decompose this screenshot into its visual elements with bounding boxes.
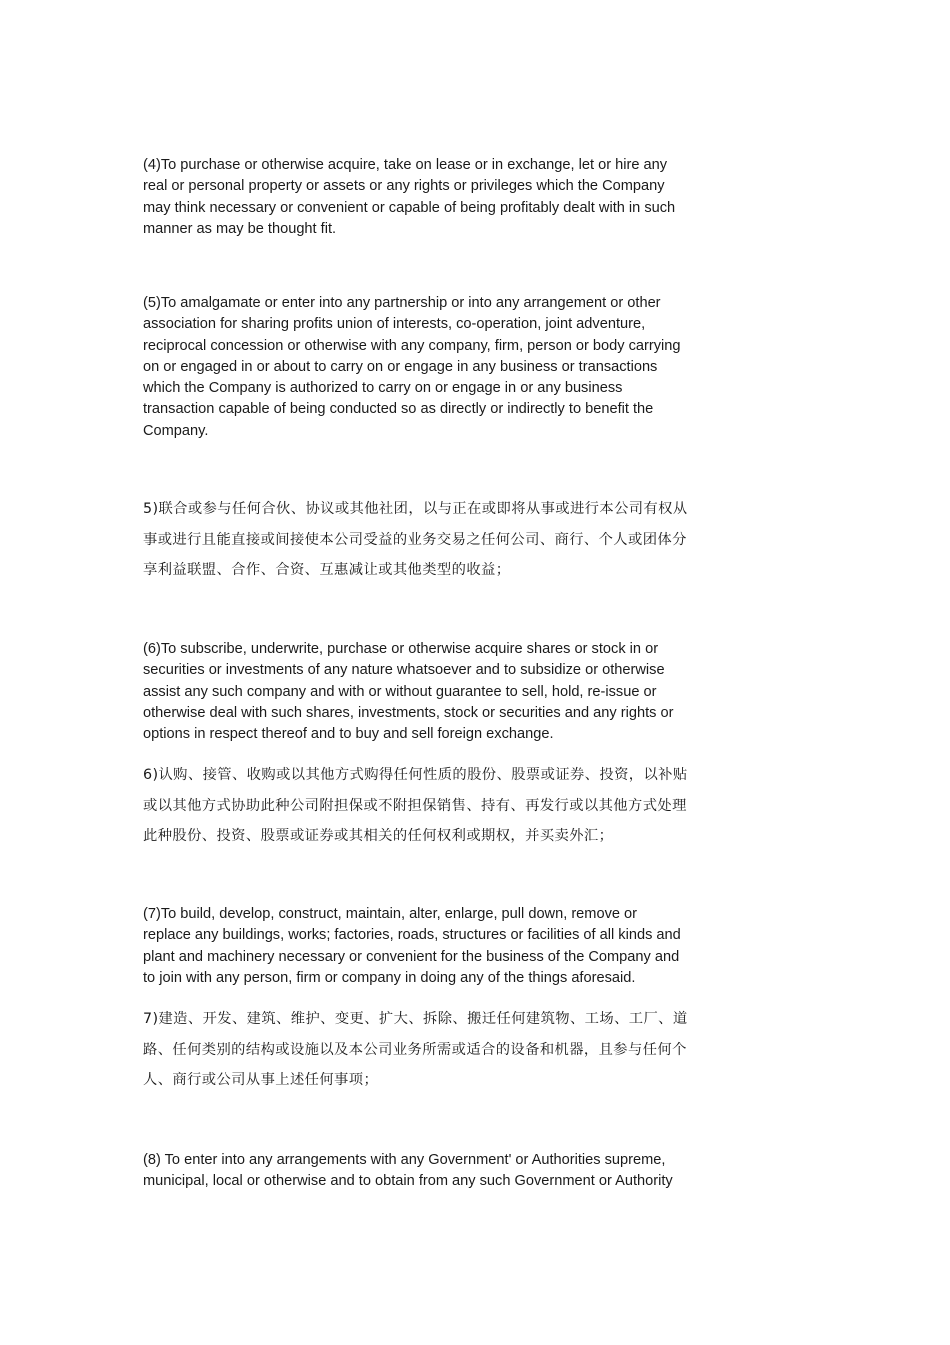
- text-line: 6)认购、接管、收购或以其他方式购得任何性质的股份、股票或证券、投资，以补贴: [143, 767, 688, 783]
- text-line: Company.: [143, 422, 209, 439]
- text-line: reciprocal concession or otherwise with any company, firm, person or body carrying: [143, 337, 681, 354]
- text-line: which the Company is authorized to carry on or engage in or any business: [143, 380, 623, 397]
- text-line: may think necessary or convenient or capable of being profitably dealt with in such: [143, 199, 676, 216]
- text-line: otherwise deal with such shares, investments, stock or securities and any rights or: [143, 704, 674, 721]
- text-line: plant and machinery necessary or convenient for the business of the Company and: [143, 948, 680, 965]
- text-line: (4)To purchase or otherwise acquire, take on lease or in exchange, let or hire any: [143, 157, 668, 173]
- text-line: transaction capable of being conducted so as directly or indirectly to benefit the: [143, 401, 654, 418]
- text-line: (7)To build, develop, construct, maintain, alter, enlarge, pull down, remove or: [143, 906, 638, 922]
- clause-5-zh: [143, 494, 743, 586]
- text-line: 5)联合或参与任何合伙、协议或其他社团，以与正在或即将从事或进行本公司有权从: [143, 501, 688, 517]
- clause-6-zh: [143, 760, 743, 852]
- text-line: securities or investments of any nature whatsoever and to subsidize or otherwise: [143, 662, 665, 679]
- clause-8-en: [143, 1150, 743, 1193]
- text-line: 路、任何类别的结构或设施以及本公司业务所需或适合的设备和机器，且参与任何个: [143, 1041, 687, 1058]
- clause-5-en: [143, 293, 743, 442]
- text-line: (5)To amalgamate or enter into any partnership or into any arrangement or other: [143, 295, 661, 311]
- clause-7-zh: [143, 1004, 743, 1096]
- text-line: replace any buildings, works; factories, roads, structures or facilities of all kinds and: [143, 927, 681, 944]
- text-line: 享利益联盟、合作、合资、互惠减让或其他类型的收益；: [143, 562, 511, 578]
- text-line: (6)To subscribe, underwrite, purchase or otherwise acquire shares or stock in or: [143, 641, 659, 657]
- text-line: 或以其他方式协助此种公司附担保或不附担保销售、持有、再发行或以其他方式处理: [143, 797, 687, 814]
- text-line: on or engaged in or about to carry on or engage in any business or transactions: [143, 358, 658, 375]
- text-line: to join with any person, firm or company in doing any of the things aforesaid.: [143, 969, 636, 986]
- text-line: 事或进行且能直接或间接使本公司受益的业务交易之任何公司、商行、个人或团体分: [143, 531, 687, 548]
- text-line: 此种股份、投资、股票或证券或其相关的任何权利或期权，并买卖外汇；: [143, 828, 614, 844]
- text-line: 7)建造、开发、建筑、维护、变更、扩大、拆除、搬迁任何建筑物、工场、工厂、道: [143, 1011, 688, 1027]
- clause-6-en: [143, 639, 743, 745]
- text-line: options in respect thereof and to buy and sell foreign exchange.: [143, 726, 554, 743]
- text-line: association for sharing profits union of interests, co-operation, joint adventure,: [143, 316, 646, 333]
- text-line: 人、商行或公司从事上述任何事项；: [143, 1072, 379, 1088]
- clause-7-en: [143, 904, 743, 989]
- text-line: real or personal property or assets or any rights or privileges which the Company: [143, 178, 665, 195]
- text-line: manner as may be thought fit.: [143, 220, 337, 237]
- clause-4-en: [143, 155, 743, 240]
- text-line: assist any such company and with or without guarantee to sell, hold, re-issue or: [143, 683, 657, 700]
- text-line: (8) To enter into any arrangements with any Government' or Authorities supreme,: [143, 1152, 666, 1168]
- text-line: municipal, local or otherwise and to obtain from any such Government or Authority: [143, 1173, 673, 1190]
